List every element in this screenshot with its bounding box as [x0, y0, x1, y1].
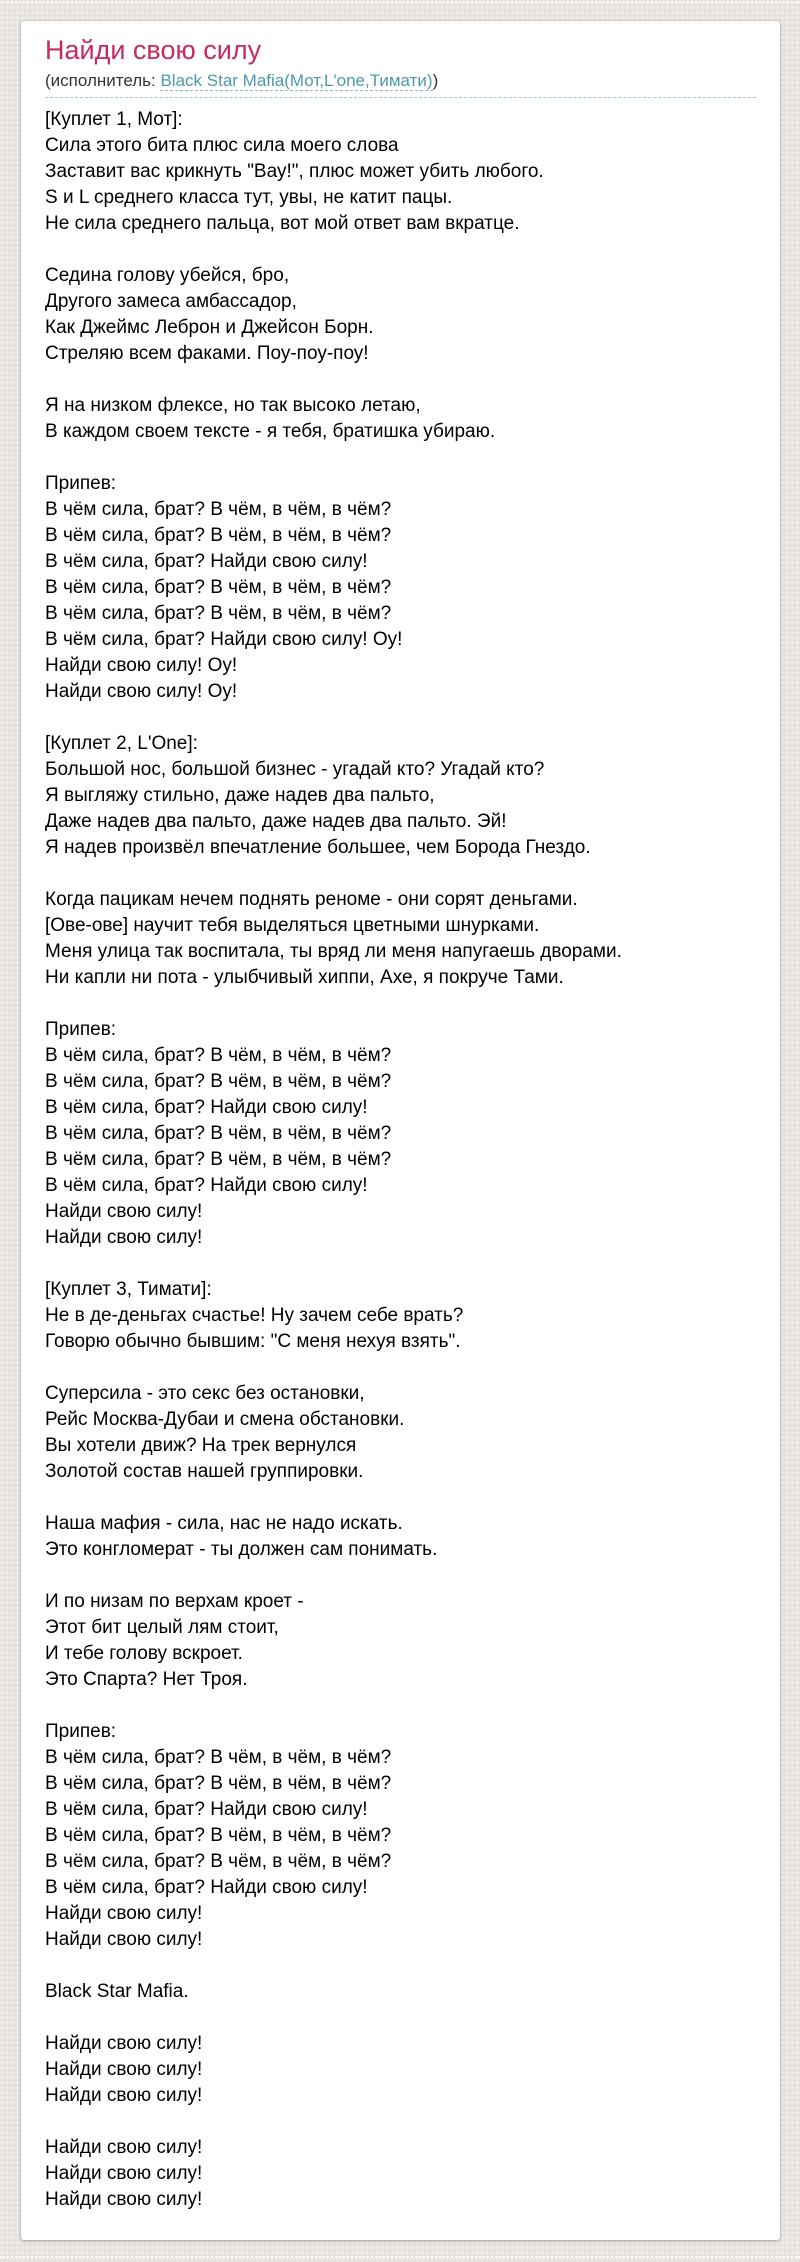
lyric-line: [45, 2005, 756, 2031]
lyric-line: Этот бит целый лям стоит,: [45, 1617, 279, 1638]
lyric-line: Не сила среднего пальца, вот мой ответ вам вкратце.: [45, 213, 520, 234]
lyric-line: Золотой состав нашей группировки.: [45, 1461, 364, 1482]
lyric-line: [45, 1953, 756, 1979]
lyric-line: Вы хотели движ? На трек вернулся: [45, 1435, 357, 1456]
lyric-line: В чём сила, брат? В чём, в чём, в чём?: [45, 1071, 392, 1092]
lyric-line: В чём сила, брат? Найди свою силу!: [45, 1799, 368, 1820]
lyric-line: Стреляю всем факами. Поу-поу-поу!: [45, 343, 369, 364]
lyric-line: Другого замеса амбассадор,: [45, 291, 297, 312]
lyric-line: Найди свою силу!: [45, 2033, 203, 2054]
lyric-line: [45, 861, 756, 887]
lyric-line: В чём сила, брат? В чём, в чём, в чём?: [45, 1747, 392, 1768]
lyric-line: В чём сила, брат? В чём, в чём, в чём?: [45, 1851, 392, 1872]
lyric-line: Говорю обычно бывшим: "С меня нехуя взять".: [45, 1331, 461, 1352]
lyric-line: Найди свою силу!: [45, 1201, 203, 1222]
lyric-line: [45, 2109, 756, 2135]
lyrics-card: [21, 21, 780, 2240]
lyric-line: Я выгляжу стильно, даже надев два пальто,: [45, 785, 435, 806]
lyric-line: [45, 1485, 756, 1511]
lyric-line: В чём сила, брат? В чём, в чём, в чём?: [45, 499, 392, 520]
lyric-line: Это Спарта? Нет Троя.: [45, 1669, 248, 1690]
lyric-line: Рейс Москва-Дубаи и смена обстановки.: [45, 1409, 405, 1430]
lyric-line: В чём сила, брат? В чём, в чём, в чём?: [45, 603, 392, 624]
lyric-line: Суперсила - это секс без остановки,: [45, 1383, 365, 1404]
lyric-line: S и L среднего класса тут, увы, не катит пацы.: [45, 187, 453, 208]
lyric-line: В чём сила, брат? В чём, в чём, в чём?: [45, 1149, 392, 1170]
lyric-line: В чём сила, брат? В чём, в чём, в чём?: [45, 1045, 392, 1066]
lyric-line: В чём сила, брат? Найди свою силу!: [45, 1175, 368, 1196]
lyric-line: [Куплет 3, Тимати]:: [45, 1279, 212, 1300]
lyric-line: В чём сила, брат? В чём, в чём, в чём?: [45, 1773, 392, 1794]
lyric-line: В чём сила, брат? В чём, в чём, в чём?: [45, 525, 392, 546]
lyric-line: Найди свою силу!: [45, 2085, 203, 2106]
page-top-dotted-edge: [0, 1, 800, 3]
lyric-line: В чём сила, брат? В чём, в чём, в чём?: [45, 577, 392, 598]
lyric-line: Black Star Mafia.: [45, 1981, 189, 2002]
page-title: Найди свою силу: [45, 35, 262, 65]
lyric-line: [Куплет 1, Мот]:: [45, 109, 183, 130]
artist-line-closing-paren: ): [432, 71, 439, 90]
lyric-line: Найди свою силу!: [45, 2137, 203, 2158]
lyric-line: Когда пацикам нечем поднять реноме - они сорят деньгами.: [45, 889, 578, 910]
lyric-line: Припев:: [45, 473, 117, 494]
lyric-line: Я на низком флексе, но так высоко летаю,: [45, 395, 421, 416]
lyric-line: Найди свою силу!: [45, 1227, 203, 1248]
lyric-line: Меня улица так воспитала, ты вряд ли меня напугаешь дворами.: [45, 941, 622, 962]
lyric-line: [45, 237, 756, 263]
lyric-line: Найди свою силу! Оу!: [45, 681, 238, 702]
lyric-line: [45, 991, 756, 1017]
song-header: [45, 35, 756, 98]
lyric-line: В чём сила, брат? В чём, в чём, в чём?: [45, 1825, 392, 1846]
lyric-line: В чём сила, брат? Найди свою силу!: [45, 1877, 368, 1898]
lyric-line: Ни капли ни пота - улыбчивый хиппи, Ахе, я покруче Тами.: [45, 967, 564, 988]
lyric-line: И тебе голову вскроет.: [45, 1643, 243, 1664]
lyric-line: [45, 1693, 756, 1719]
page-bottom-dotted-edge: [0, 2256, 800, 2258]
artist-line: [45, 70, 756, 98]
lyric-line: Наша мафия - сила, нас не надо искать.: [45, 1513, 403, 1534]
artist-label: (исполнитель:: [45, 71, 161, 90]
lyric-line: Найди свою силу!: [45, 1929, 203, 1950]
lyric-line: [45, 1563, 756, 1589]
lyric-line: Найди свою силу!: [45, 1903, 203, 1924]
lyric-line: В чём сила, брат? Найди свою силу! Оу!: [45, 629, 403, 650]
lyric-line: Сила этого бита плюс сила моего слова: [45, 135, 399, 156]
artist-link[interactable]: Black Star Mafia(Мот,L'one,Тимати): [160, 71, 433, 90]
lyric-line: В чём сила, брат? В чём, в чём, в чём?: [45, 1123, 392, 1144]
lyric-line: [Ове-ове] научит тебя выделяться цветными шнурками.: [45, 915, 540, 936]
lyric-line: Найди свою силу!: [45, 2163, 203, 2184]
lyric-line: [45, 1355, 756, 1381]
lyric-line: Седина голову убейся, бро,: [45, 265, 290, 286]
lyric-line: [45, 445, 756, 471]
lyric-line: В каждом своем тексте - я тебя, братишка убираю.: [45, 421, 496, 442]
lyric-line: И по низам по верхам кроет -: [45, 1591, 304, 1612]
lyric-line: В чём сила, брат? Найди свою силу!: [45, 1097, 368, 1118]
lyric-line: [Куплет 2, L'One]:: [45, 733, 198, 754]
lyrics-text: [45, 98, 756, 2213]
lyric-line: Как Джеймс Леброн и Джейсон Борн.: [45, 317, 374, 338]
lyric-line: Это конгломерат - ты должен сам понимать.: [45, 1539, 438, 1560]
lyric-line: Найди свою силу!: [45, 2059, 203, 2080]
lyric-line: В чём сила, брат? Найди свою силу!: [45, 551, 368, 572]
lyric-line: Заставит вас крикнуть "Вау!", плюс может убить любого.: [45, 161, 544, 182]
lyric-line: Даже надев два пальто, даже надев два пальто. Эй!: [45, 811, 507, 832]
lyric-line: Припев:: [45, 1019, 117, 1040]
lyric-line: Найди свою силу!: [45, 2189, 203, 2210]
lyric-line: Большой нос, большой бизнес - угадай кто? Угадай кто?: [45, 759, 545, 780]
lyric-line: Я надев произвёл впечатление большее, чем Борода Гнездо.: [45, 837, 591, 858]
lyric-line: Не в де-деньгах счастье! Ну зачем себе врать?: [45, 1305, 464, 1326]
lyric-line: [45, 705, 756, 731]
lyric-line: [45, 1251, 756, 1277]
lyric-line: [45, 367, 756, 393]
lyric-line: Припев:: [45, 1721, 117, 1742]
lyric-line: Найди свою силу! Оу!: [45, 655, 238, 676]
